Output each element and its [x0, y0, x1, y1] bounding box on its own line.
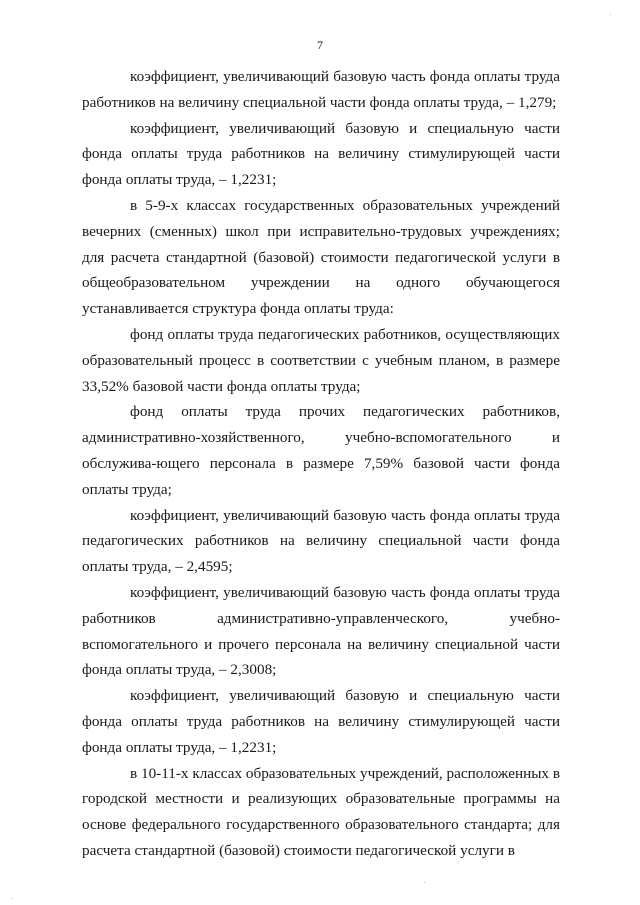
paragraph-1: коэффициент, увеличивающий базовую часть фонда оплаты труда работников на величину специальной части фонда оплаты труда, – 1,279;: [82, 68, 560, 111]
paragraph-8: коэффициент, увеличивающий базовую и специальную части фонда оплаты труда работников на величину стимулирующей части фонда оплаты труда, – 1,2231;: [82, 687, 560, 756]
paragraph-6: коэффициент, увеличивающий базовую часть фонда оплаты труда педагогических работников на величину специальной части фонда оплаты труда, – 2,4595;: [82, 506, 560, 576]
paragraph-5: фонд оплаты труда прочих педагогических работников, административно-хозяйственного, учебно-вспомогательного и обслужива-ющего персонала в размере 7,59% базовой части фонда оплаты труда;: [82, 403, 560, 498]
paragraph-7: коэффициент, увеличивающий базовую часть фонда оплаты труда работников административно-управленческого, учебно-вспомогательного и прочего персонала на величину специальной части фонда оплаты труда, – 2,3008;: [82, 583, 560, 679]
paragraph-2: коэффициент, увеличивающий базовую и специальную части фонда оплаты труда работников на величину стимулирующей части фонда оплаты труда, – 1,2231;: [82, 119, 560, 189]
paragraph-3: в 5-9-х классах государственных образовательных учреждений вечерних (сменных) школ при исправительно-трудовых учреждениях; для расчета стандартной (базовой) стоимости педагогической услуги в общеобразовательном учреждении на одного обучающегося устанавливается структура фонда оплаты труда:: [82, 196, 560, 318]
document-body: [82, 64, 560, 864]
scan-speck: [424, 882, 425, 883]
page-number: 7: [317, 38, 323, 52]
scan-speck: [12, 898, 13, 899]
scan-speck: [610, 14, 611, 15]
paragraph-4: фонд оплаты труда педагогических работников, осуществляющих образовательный процесс в соответствии с учебным планом, в размере 33,52% базовой части фонда оплаты труда;: [82, 325, 560, 395]
paragraph-9: в 10-11-х классах образовательных учреждений, расположенных в городской местности и реализующих образовательные программы на основе федерального государственного образовательного стандарта; для расчета стандартной (базовой) стоимости педагогической услуги в: [82, 764, 560, 859]
